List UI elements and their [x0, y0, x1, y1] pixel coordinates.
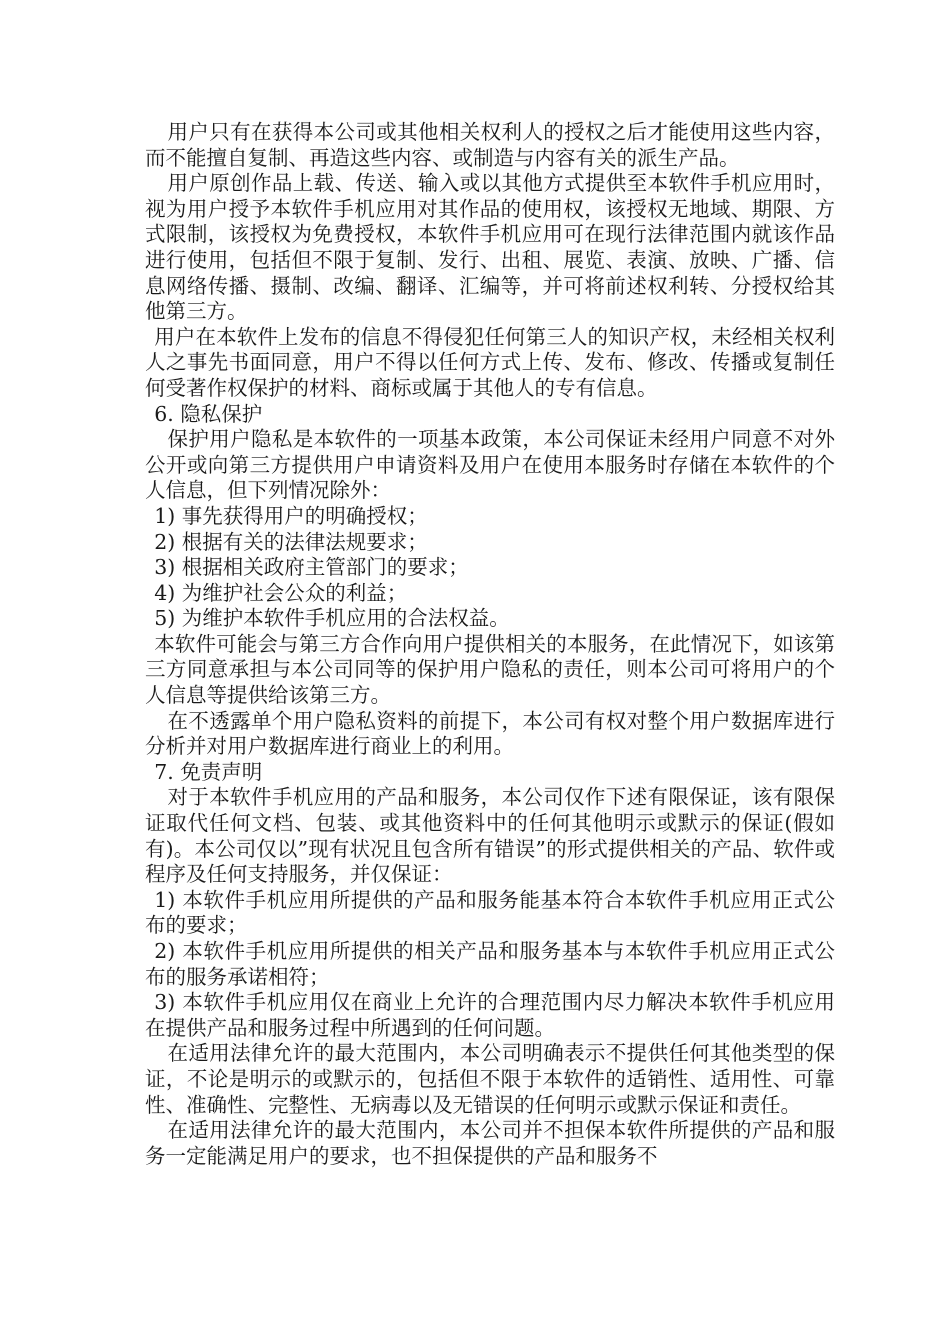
paragraph: 用户原创作品上载、传送、输入或以其他方式提供至本软件手机应用时，视为用户授予本软件手机应用对其作品的使用权，该授权无地域、期限、方式限制，该授权为免费授权，本软件手机应用可在现行法律范围内就该作品进行使用，包括但不限于复制、发行、出租、展览、表演、放映、广播、信息网络传播、摄制、改编、翻译、汇编等，并可将前述权利转、分授权给其他第三方。 [145, 171, 835, 324]
list-item: 3) 根据相关政府主管部门的要求； [154, 555, 469, 580]
paragraph: 在适用法律允许的最大范围内，本公司并不担保本软件所提供的产品和服务一定能满足用户的要求，也不担保提供的产品和服务不 [145, 1118, 835, 1168]
paragraph: 对于本软件手机应用的产品和服务，本公司仅作下述有限保证，该有限保证取代任何文档、包装、或其他资料中的任何其他明示或默示的保证(假如有)。本公司仅以”现有状况且包含所有错误”的形式提供相关的产品、软件或程序及任何支持服务，并仅保证： [145, 785, 835, 887]
list-item: 2) 根据有关的法律法规要求； [154, 529, 428, 554]
list-item: 1) 事先获得用户的明确授权； [154, 503, 428, 528]
list-item: 5) 为维护本软件手机应用的合法权益。 [154, 606, 510, 631]
paragraph: 用户只有在获得本公司或其他相关权利人的授权之后才能使用这些内容，而不能擅自复制、再造这些内容、或制造与内容有关的派生产品。 [145, 120, 835, 170]
paragraph: 本软件可能会与第三方合作向用户提供相关的本服务，在此情况下，如该第三方同意承担与本公司同等的保护用户隐私的责任，则本公司可将用户的个人信息等提供给该第三方。 [145, 631, 835, 708]
document-body [145, 120, 835, 1169]
list-item: 7. 免责声明 [154, 759, 263, 784]
list-item: 4) 为维护社会公众的利益； [154, 580, 408, 605]
list-item: 1) 本软件手机应用所提供的产品和服务能基本符合本软件手机应用正式公布的要求； [145, 887, 835, 938]
list-item: 3) 本软件手机应用仅在商业上允许的合理范围内尽力解决本软件手机应用在提供产品和服务过程中所遇到的任何问题。 [145, 990, 835, 1040]
paragraph: 用户在本软件上发布的信息不得侵犯任何第三人的知识产权，未经相关权利人之事先书面同意，用户不得以任何方式上传、发布、修改、传播或复制任何受著作权保护的材料、商标或属于其他人的专有信息。 [145, 324, 835, 400]
list-item: 6. 隐私保护 [154, 401, 263, 426]
paragraph: 保护用户隐私是本软件的一项基本政策，本公司保证未经用户同意不对外公开或向第三方提供用户申请资料及用户在使用本服务时存储在本软件的个人信息，但下列情况除外： [145, 427, 835, 503]
list-item: 2) 本软件手机应用所提供的相关产品和服务基本与本软件手机应用正式公布的服务承诺相符； [145, 939, 835, 989]
paragraph: 在不透露单个用户隐私资料的前提下，本公司有权对整个用户数据库进行分析并对用户数据库进行商业上的利用。 [145, 708, 835, 759]
paragraph: 在适用法律允许的最大范围内，本公司明确表示不提供任何其他类型的保证，不论是明示的或默示的，包括但不限于本软件的适销性、适用性、可靠性、准确性、完整性、无病毒以及无错误的任何明示或默示保证和责任。 [145, 1041, 835, 1117]
